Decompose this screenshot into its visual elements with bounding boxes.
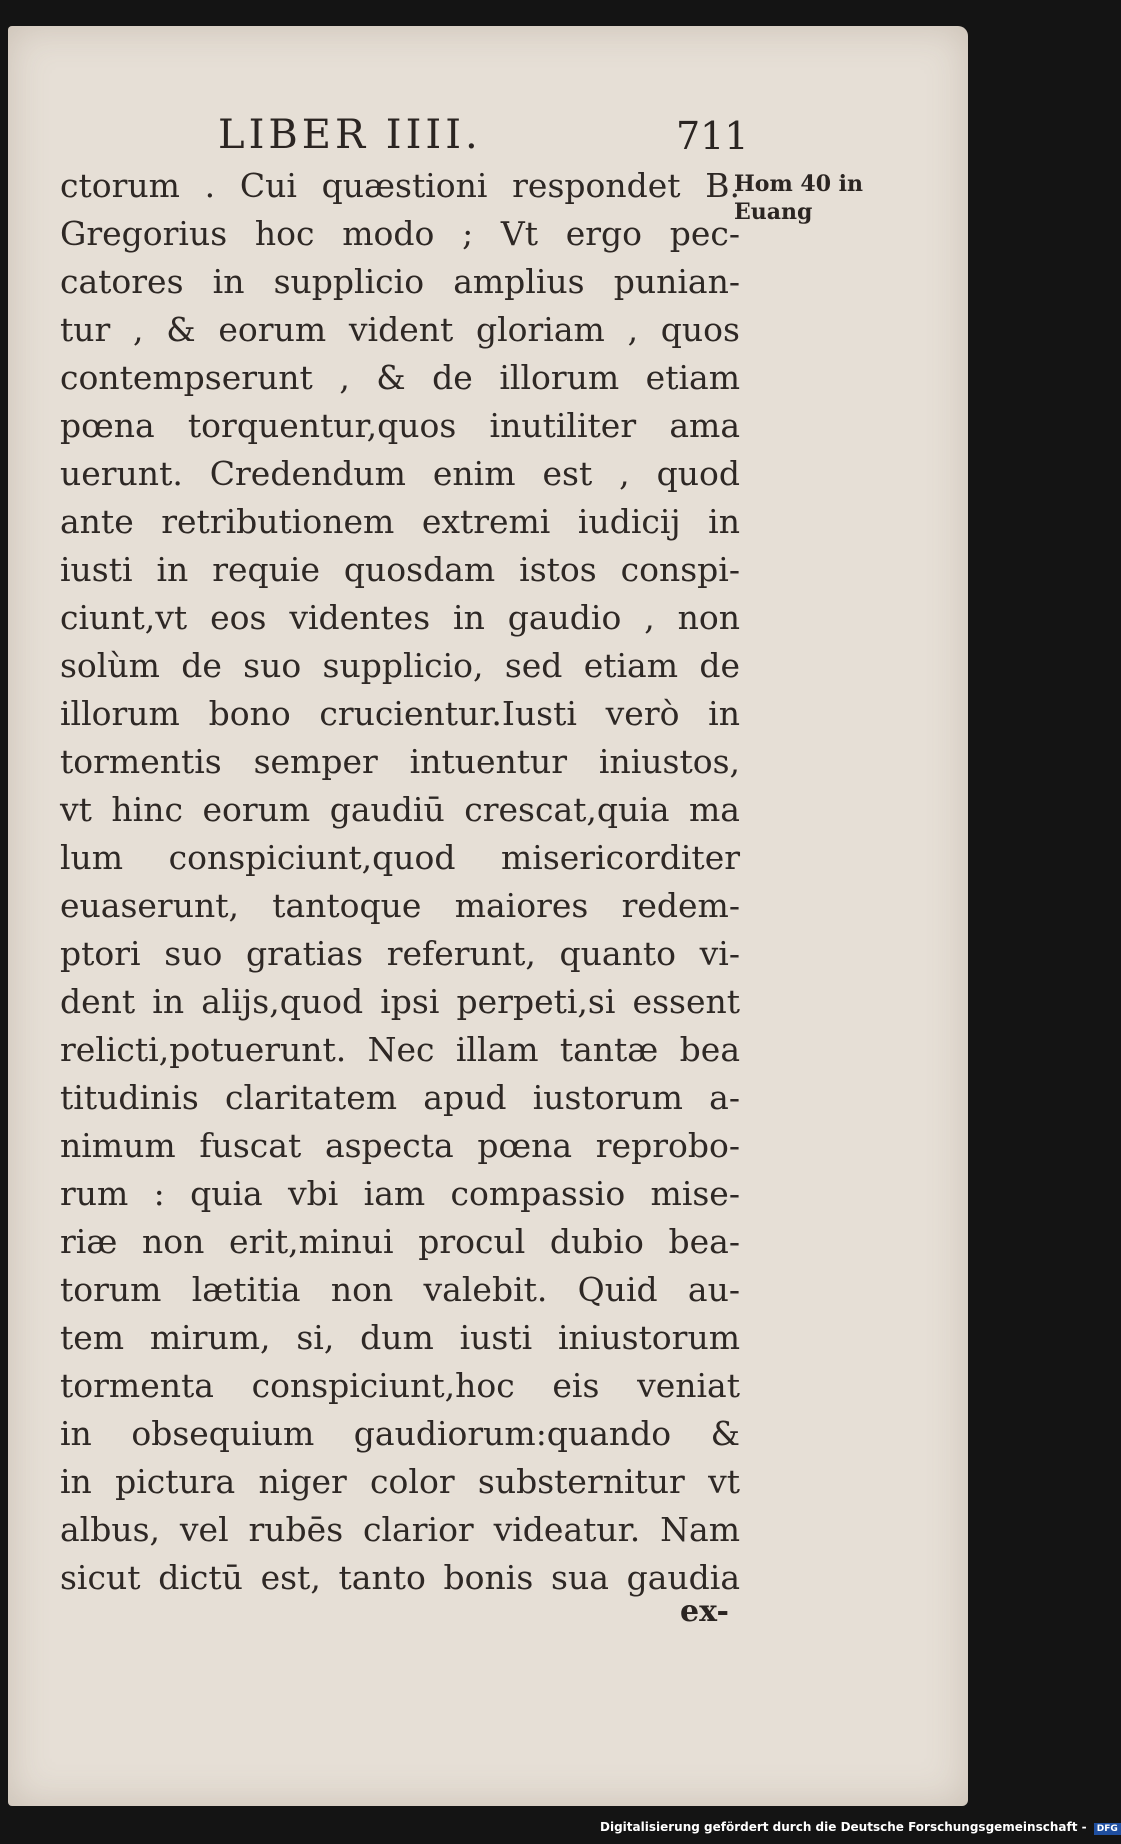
book-page [8, 26, 968, 1806]
text-line: ante retributionem extremi iudicij in [60, 502, 740, 541]
text-line: contempserunt , & de illorum etiam [60, 358, 740, 397]
margin-note-line: Hom 40 in [734, 171, 864, 197]
text-line: tormentis semper intuentur iniustos, [60, 742, 740, 781]
margin-note-line: Euang [734, 199, 813, 225]
running-head: LIBER IIII. [218, 112, 482, 158]
digitization-credit [600, 1820, 1121, 1835]
catchword: ex- [680, 1594, 729, 1629]
text-line: rum : quia vbi iam compassio mise- [60, 1174, 740, 1213]
text-line: catores in supplicio amplius punian- [60, 262, 740, 301]
text-line: riæ non erit,minui procul dubio bea- [60, 1222, 740, 1261]
text-body [60, 162, 740, 1602]
text-line: ptori suo gratias referunt, quanto vi- [60, 934, 740, 973]
text-line: uerunt. Credendum enim est , quod [60, 454, 740, 493]
text-line: solùm de suo supplicio, sed etiam de [60, 646, 740, 685]
text-line: albus, vel rubēs clarior videatur. Nam [60, 1510, 740, 1549]
text-line: Gregorius hoc modo ; Vt ergo pec- [60, 214, 740, 253]
text-line: in pictura niger color substernitur vt [60, 1462, 740, 1501]
page-number: 711 [676, 114, 749, 158]
text-line: pœna torquentur,quos inutiliter ama [60, 406, 740, 445]
text-line: tur , & eorum vident gloriam , quos [60, 310, 740, 349]
text-line: in obsequium gaudiorum:quando & [60, 1414, 740, 1453]
text-line: tem mirum, si, dum iusti iniustorum [60, 1318, 740, 1357]
text-line: torum lætitia non valebit. Quid au- [60, 1270, 740, 1309]
text-line: vt hinc eorum gaudiū crescat,quia ma [60, 790, 740, 829]
text-line: dent in alijs,quod ipsi perpeti,si essent [60, 982, 740, 1021]
credit-text: Digitalisierung gefördert durch die Deutsche Forschungsgemeinschaft - [600, 1820, 1087, 1834]
text-line: nimum fuscat aspecta pœna reprobo- [60, 1126, 740, 1165]
text-line: sicut dictū est, tanto bonis sua gaudia [60, 1558, 740, 1597]
text-line: ciunt,vt eos videntes in gaudio , non [60, 598, 740, 637]
text-line: euaserunt, tantoque maiores redem- [60, 886, 740, 925]
text-line: lum conspiciunt,quod misericorditer [60, 838, 740, 877]
text-line: relicti,potuerunt. Nec illam tantæ bea [60, 1030, 740, 1069]
text-line: iusti in requie quosdam istos conspi- [60, 550, 740, 589]
text-line: ctorum . Cui quæstioni respondet B. [60, 166, 740, 205]
text-line: titudinis claritatem apud iustorum a- [60, 1078, 740, 1117]
text-line: tormenta conspiciunt,hoc eis veniat [60, 1366, 740, 1405]
dfg-logo: DFG [1094, 1823, 1121, 1835]
margin-note [734, 170, 863, 226]
text-line: illorum bono crucientur.Iusti verò in [60, 694, 740, 733]
